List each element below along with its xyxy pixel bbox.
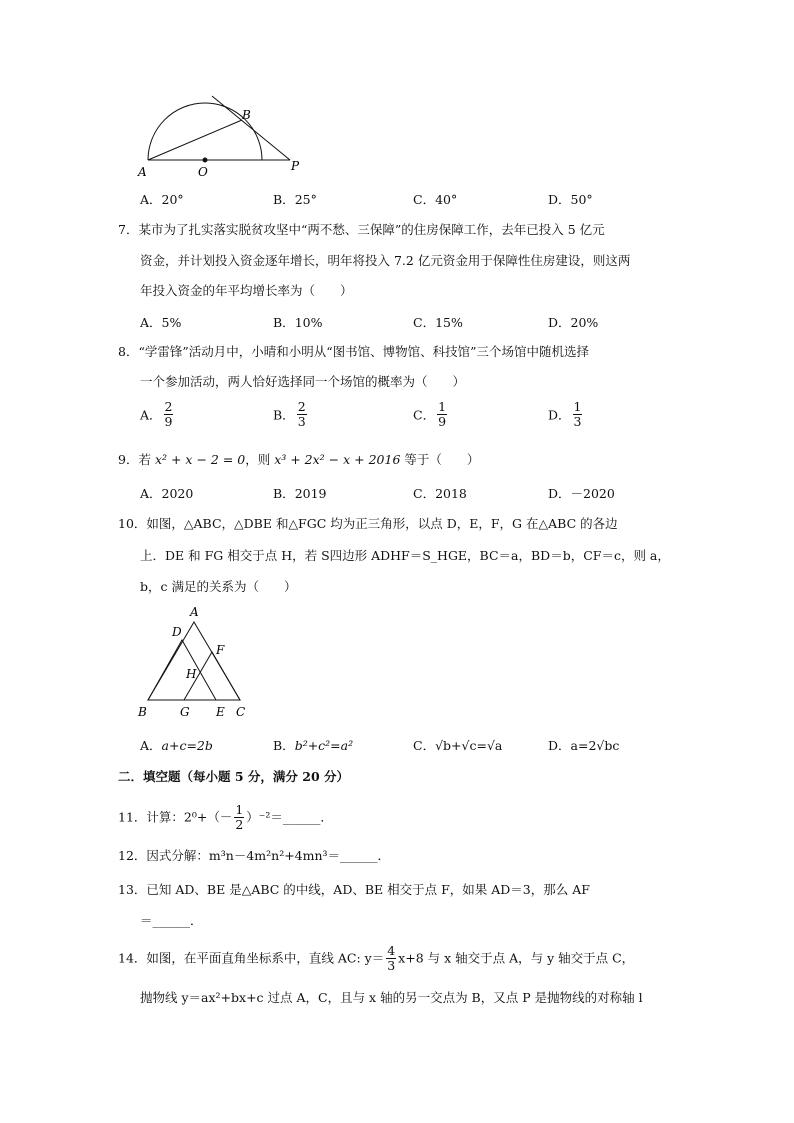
fraction: $\frac{4}{3}$ (387, 943, 396, 973)
label-f: F (216, 643, 225, 657)
q12-stem: 12．因式分解：m³n－4m²n²+4mn³＝______． (118, 848, 391, 863)
q9-option-b[interactable]: B．2019 (273, 486, 327, 501)
fraction: $\frac{2}{9}$ (164, 399, 173, 429)
q6-option-c[interactable]: C．40° (413, 192, 458, 207)
q7-option-c[interactable]: C．15% (413, 315, 463, 330)
label-b: B (242, 108, 251, 122)
q9-option-a[interactable]: A．2020 (140, 486, 194, 501)
triangle-dbe (148, 640, 216, 700)
section-title: 二．填空题（每小题 5 分，满分 20 分） (118, 769, 350, 784)
fraction: $\frac{2}{3}$ (297, 399, 306, 429)
fraction: $\frac{1}{9}$ (438, 399, 447, 429)
q7-line2: 资金，并计划投入资金逐年增长，明年将投入 7.2 亿元资金用于保障性住房建设，则这两 (140, 253, 631, 268)
fraction: $\frac{1}{2}$ (235, 802, 244, 832)
fraction: $\frac{1}{3}$ (573, 399, 582, 429)
q7-option-b[interactable]: B．10% (273, 315, 323, 330)
q14-line2: 抛物线 y＝ax²+bx+c 过点 A，C，且与 x 轴的另一交点为 B，又点 P 是抛物线的对称轴 l (140, 990, 643, 1005)
label-o: O (198, 165, 208, 179)
q8-option-c[interactable]: C． $\frac{1}{9}$ (413, 399, 447, 429)
label-a: A (138, 165, 147, 179)
q10-line1: 10．如图，△ABC，△DBE 和△FGC 均为正三角形，以点 D，E，F，G 在△ABC 的各边 (118, 516, 618, 531)
q7-line1: 7．某市为了扎实落实脱贫攻坚中“两不愁、三保障”的住房保障工作，去年已投入 5 亿元 (118, 222, 605, 237)
q7-option-d[interactable]: D．20% (548, 315, 599, 330)
answer-blank[interactable]: ______ (340, 848, 378, 863)
label-b: B (138, 705, 147, 719)
q10-option-c[interactable]: C．√b+√c=√a (413, 738, 503, 753)
q10-option-a[interactable]: A．a+c=2b (140, 738, 213, 753)
label-a: A (190, 605, 199, 619)
q6-option-d[interactable]: D．50° (548, 192, 593, 207)
answer-blank[interactable]: ______ (152, 913, 191, 928)
answer-blank[interactable]: ______ (282, 809, 321, 825)
semicircle-tangent-figure (130, 90, 310, 182)
q10-line3: b，c 满足的关系为（ ） (140, 579, 297, 594)
q14-line1: 14．如图，在平面直角坐标系中，直线 AC: y＝ $\frac{4}{3}$ x+8 与 x 轴交于点 A，与 y 轴交于点 C， (118, 943, 635, 973)
q8-option-d[interactable]: D． $\frac{1}{3}$ (548, 399, 582, 429)
q9-option-d[interactable]: D．－2020 (548, 486, 615, 501)
q13-line2: ＝______． (140, 913, 203, 928)
q8-option-a[interactable]: A． $\frac{2}{9}$ (140, 399, 173, 429)
equilateral-triangles-figure (130, 600, 260, 724)
q7-line3: 年投入资金的年平均增长率为（ ） (140, 283, 353, 298)
q11-stem: 11．计算：2⁰+（－ $\frac{1}{2}$ ）⁻²＝______． (118, 802, 333, 832)
q7-option-a[interactable]: A．5% (140, 315, 182, 330)
q10-line2: 上．DE 和 FG 相交于点 H，若 S四边形 ADHF＝S_HGE，BC＝a，BD＝b，CF＝c，则 a， (140, 548, 670, 563)
label-p: P (291, 159, 300, 173)
q6-option-a[interactable]: A．20° (140, 192, 184, 207)
q8-option-b[interactable]: B． $\frac{2}{3}$ (273, 399, 306, 429)
label-c: C (236, 705, 246, 719)
q13-line1: 13．已知 AD、BE 是△ABC 的中线，AD、BE 相交于点 F，如果 AD＝3，那么 AF (118, 882, 590, 897)
q6-option-b[interactable]: B．25° (273, 192, 317, 207)
q8-line2: 一个参加活动，两人恰好选择同一个场馆的概率为（ ） (140, 374, 466, 389)
label-g: G (180, 705, 190, 719)
label-e: E (216, 705, 225, 719)
chord-ab (148, 120, 242, 160)
label-h: H (186, 667, 197, 681)
label-d: D (172, 625, 182, 639)
q9-stem: 9．若 x² + x − 2 = 0，则 x³ + 2x² − x + 2016 等于（ ） (118, 452, 480, 467)
q8-line1: 8．“学雷锋”活动月中，小晴和小明从“图书馆、博物馆、科技馆”三个场馆中随机选择 (118, 344, 590, 359)
q10-option-b[interactable]: B．b²+c²=a² (273, 738, 354, 753)
q10-option-d[interactable]: D．a=2√bc (548, 738, 620, 753)
center-point-o (203, 158, 208, 163)
q9-option-c[interactable]: C．2018 (413, 486, 467, 501)
